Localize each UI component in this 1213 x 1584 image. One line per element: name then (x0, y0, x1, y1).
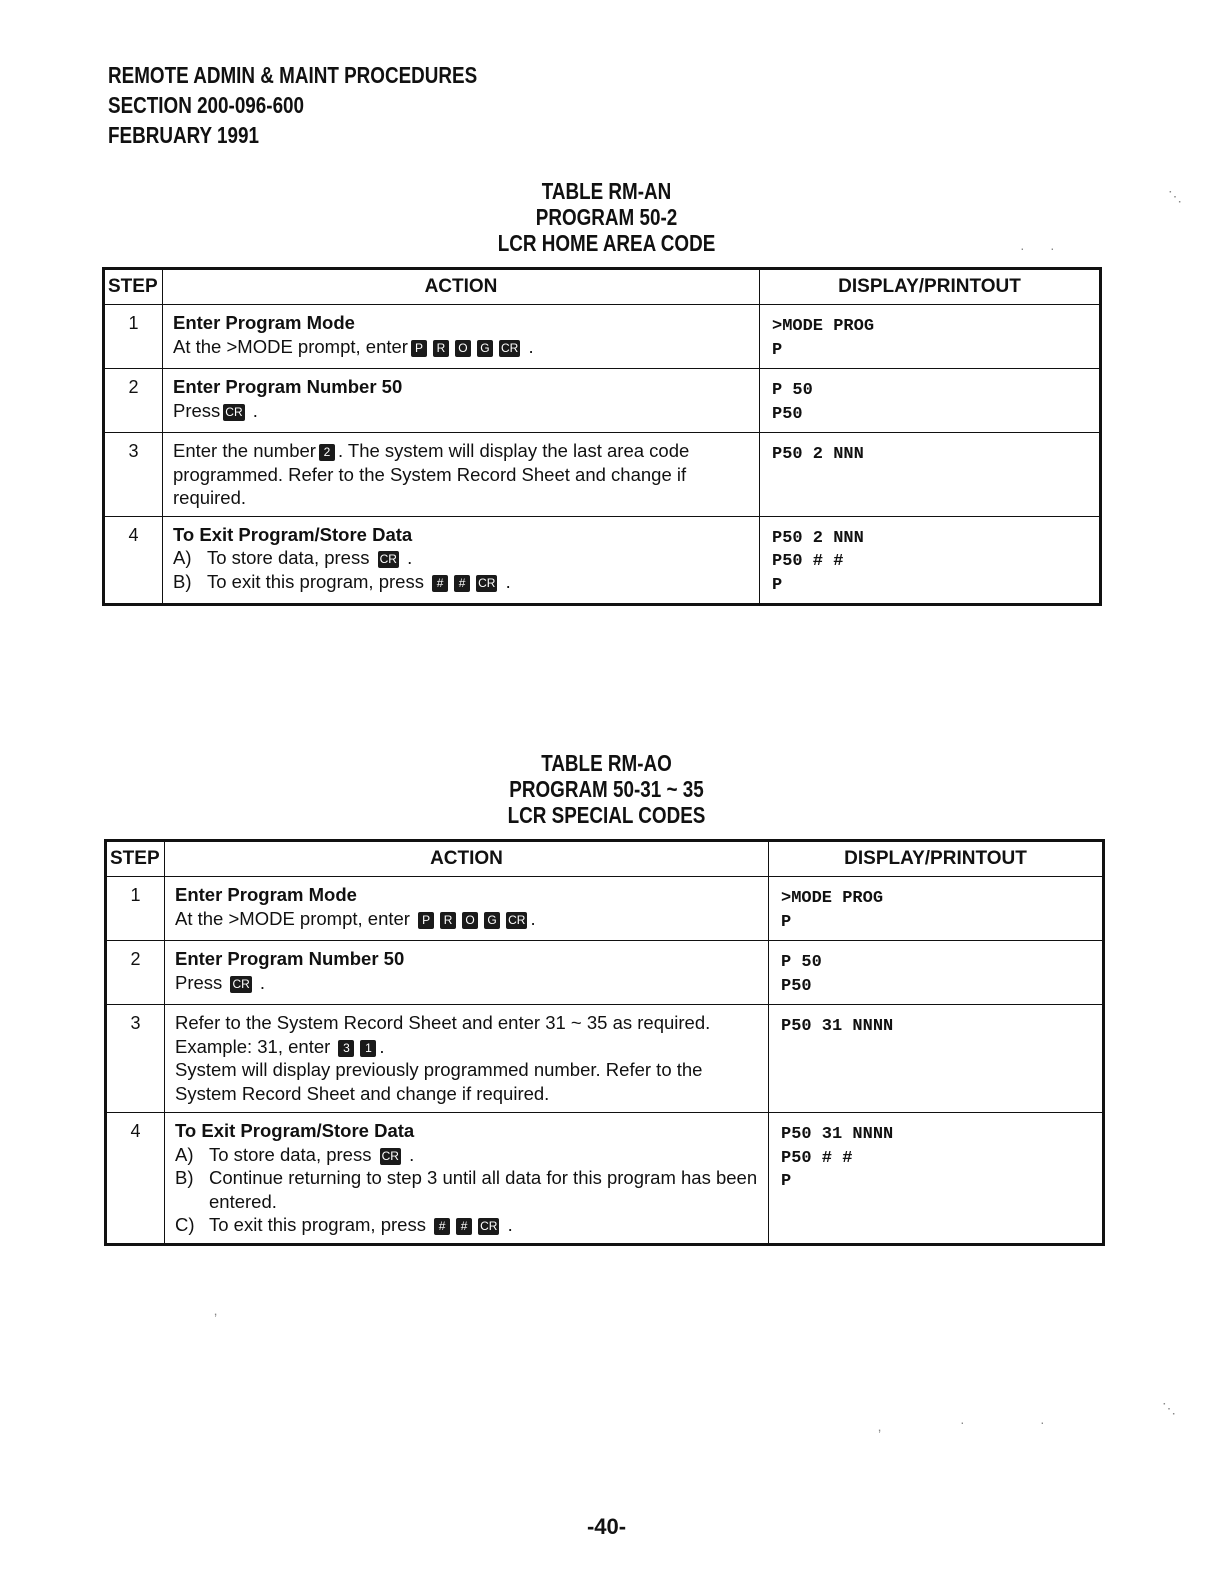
key-hash: # (434, 1218, 450, 1235)
action-example: Example: 31, enter 3 1 . (175, 1035, 385, 1057)
key-1: 1 (360, 1040, 376, 1057)
scan-speck: ‚ (878, 1418, 882, 1434)
action-cell (165, 1005, 769, 1113)
step-number: 2 (104, 369, 163, 433)
action-cell (163, 516, 760, 605)
table-row (106, 1005, 1104, 1113)
header-title: REMOTE ADMIN & MAINT PROCEDURES (108, 62, 478, 88)
key-cr: CR (480, 1219, 498, 1233)
scan-speck: ⋱ (1162, 1400, 1176, 1416)
table-title-block (0, 750, 1213, 828)
col-display: DISPLAY/PRINTOUT (760, 269, 1101, 305)
display-line: P50 (781, 976, 812, 996)
display-cell (769, 877, 1104, 941)
table-title-block (0, 178, 1213, 256)
table-row (104, 516, 1101, 605)
col-action: ACTION (165, 841, 769, 877)
display-cell (760, 516, 1101, 605)
display-line: P (781, 912, 792, 932)
scan-speck: · (1050, 240, 1055, 256)
display-line: P (772, 575, 783, 595)
display-line: P (781, 1172, 792, 1191)
sub-step: A) To store data, press CR . (173, 547, 413, 568)
action-cell (165, 941, 769, 1005)
display-line: >MODE PROG (781, 889, 884, 908)
document-header (108, 60, 558, 150)
action-title: Enter Program Number 50 (173, 376, 403, 397)
step-number: 3 (106, 1005, 165, 1113)
table-header-row (104, 269, 1101, 305)
step-number: 1 (106, 877, 165, 941)
step-number: 3 (104, 433, 163, 517)
table-number: TABLE RM-AN (541, 178, 672, 204)
key-cr: CR (508, 912, 526, 927)
scan-speck: ‚ (214, 1302, 218, 1318)
display-line: P50 # # (781, 1148, 853, 1168)
display-cell (769, 1113, 1104, 1245)
col-display: DISPLAY/PRINTOUT (769, 841, 1104, 877)
action-text: Press CR . (173, 399, 258, 421)
key-hash: # (456, 1218, 472, 1235)
action-text: At the >MODE prompt, enter P R O G CR . (175, 907, 536, 929)
program-number: PROGRAM 50-31 ~ 35 (509, 776, 704, 802)
page-number: -40- (586, 1514, 627, 1539)
sub-step: C) To exit this program, press # # CR . (175, 1214, 513, 1235)
action-title: Enter Program Mode (175, 884, 357, 905)
program-name: LCR SPECIAL CODES (507, 802, 706, 828)
key-cr: CR (232, 976, 250, 991)
key-cr: CR (381, 1148, 399, 1163)
table-row (106, 877, 1104, 941)
display-line: P 50 (772, 381, 813, 400)
key-o: O (455, 340, 471, 357)
action-cell (163, 433, 760, 517)
step-number: 1 (104, 305, 163, 369)
scan-speck: · (1020, 240, 1025, 256)
table-row (106, 941, 1104, 1005)
display-line: >MODE PROG (772, 317, 875, 336)
display-cell (760, 369, 1101, 433)
display-line: P50 31 NNNN (781, 1017, 894, 1036)
action-title: Enter Program Mode (173, 312, 355, 333)
key-r: R (433, 340, 449, 357)
display-line: P50 (772, 404, 803, 424)
action-text: Refer to the System Record Sheet and enter 31 ~ 35 as required. (175, 1012, 711, 1033)
display-cell (769, 1005, 1104, 1113)
key-g: G (484, 912, 500, 929)
header-date: FEBRUARY 1991 (108, 122, 259, 148)
key-o: O (462, 912, 478, 929)
procedure-table (102, 267, 1102, 606)
action-text: Press CR . (175, 971, 266, 993)
step-number: 4 (106, 1113, 165, 1245)
action-text: At the >MODE prompt, enter P R O G CR . (173, 335, 534, 357)
scan-speck: ⋱ (1168, 188, 1182, 204)
action-title: Enter Program Number 50 (175, 948, 405, 969)
col-action: ACTION (163, 269, 760, 305)
key-p: P (411, 340, 427, 357)
action-text: Enter the number 2 . The system will display the last area code programmed. Refer to the System Record Sheet and change if required. (173, 440, 690, 508)
display-line: P 50 (781, 953, 822, 972)
action-cell (165, 877, 769, 941)
display-line: P50 31 NNNN (781, 1125, 894, 1144)
key-cr: CR (478, 575, 496, 590)
program-name: LCR HOME AREA CODE (497, 230, 716, 256)
display-line: P50 2 NNN (772, 528, 864, 548)
action-cell (163, 305, 760, 369)
action-title: To Exit Program/Store Data (175, 1120, 415, 1141)
scan-speck: · (960, 1414, 965, 1430)
key-cr: CR (225, 404, 243, 419)
header-section: SECTION 200-096-600 (108, 92, 305, 118)
procedure-table (104, 839, 1105, 1246)
step-number: 4 (104, 516, 163, 605)
display-line: P (772, 340, 783, 360)
display-cell (760, 305, 1101, 369)
col-step: STEP (106, 841, 165, 877)
display-cell (769, 941, 1104, 1005)
action-cell (165, 1113, 769, 1245)
sub-step: B) Continue returning to step 3 until all data for this program has been entered. (175, 1167, 758, 1212)
display-line: P50 # # (772, 552, 844, 571)
action-cell (163, 369, 760, 433)
table-row (104, 369, 1101, 433)
key-cr: CR (379, 552, 397, 566)
key-r: R (440, 912, 456, 929)
sub-step: B) To exit this program, press # # CR . (173, 570, 511, 592)
program-number: PROGRAM 50-2 (535, 204, 678, 230)
action-text: System will display previously programmed number. Refer to the System Record Sheet and change if required. (175, 1059, 703, 1104)
table-number: TABLE RM-AO (541, 750, 672, 776)
key-hash: # (454, 575, 470, 592)
table-row (104, 433, 1101, 517)
table-row (104, 305, 1101, 369)
col-step: STEP (104, 269, 163, 305)
table-header-row (106, 841, 1104, 877)
table-row (106, 1113, 1104, 1245)
key-hash: # (432, 575, 448, 592)
key-g: G (477, 340, 493, 357)
display-cell (760, 433, 1101, 517)
step-number: 2 (106, 941, 165, 1005)
sub-step: A) To store data, press CR . (175, 1143, 415, 1165)
display-line: P50 2 NNN (772, 445, 864, 464)
scan-speck: · (1040, 1414, 1045, 1430)
action-title: To Exit Program/Store Data (173, 523, 413, 545)
key-3: 3 (338, 1040, 354, 1057)
key-cr: CR (500, 340, 519, 355)
key-2: 2 (319, 444, 335, 461)
key-p: P (418, 912, 434, 929)
